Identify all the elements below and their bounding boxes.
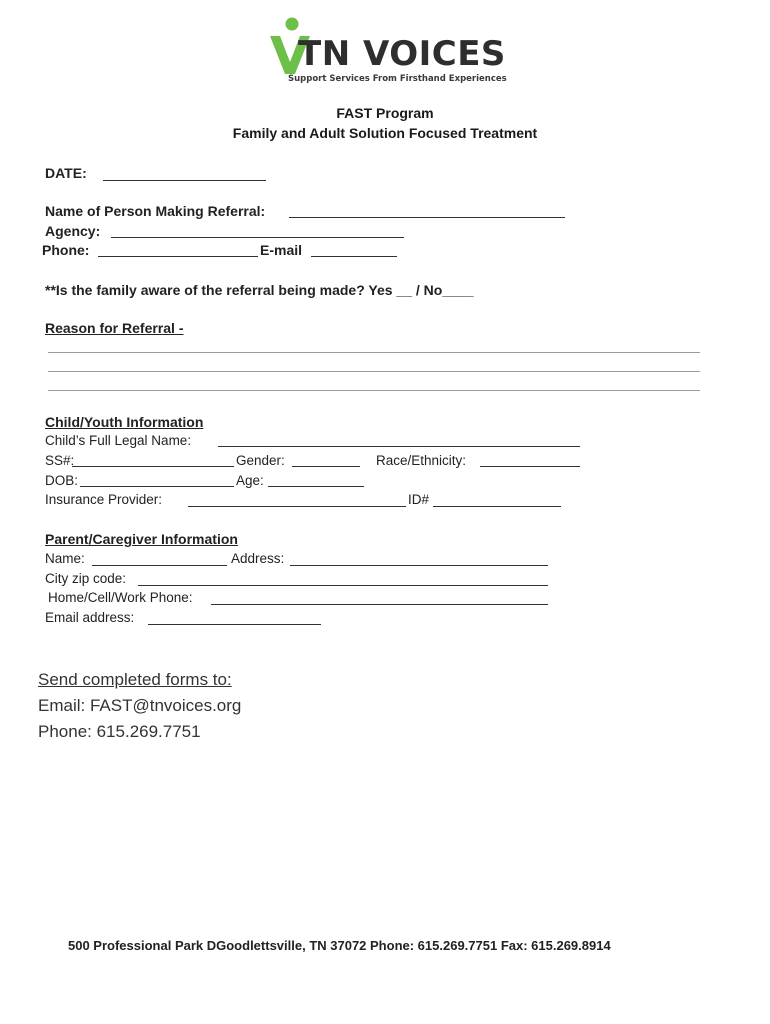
insurance-label: Insurance Provider:: [45, 492, 163, 507]
child-legal-name-label: Child’s Full Legal Name:: [45, 433, 192, 448]
form-subtitle: Family and Adult Solution Focused Treatment: [232, 125, 538, 141]
parent-email-field[interactable]: [148, 624, 321, 625]
tn-voices-logo: [268, 16, 508, 88]
race-label: Race/Ethnicity:: [376, 453, 467, 468]
parent-name-label: Name:: [45, 551, 85, 566]
reason-heading: Reason for Referral -: [45, 320, 184, 336]
email-field[interactable]: [311, 256, 397, 257]
date-label: DATE:: [45, 165, 87, 181]
family-aware-question: **Is the family aware of the referral being made? Yes __ / No____: [45, 282, 474, 298]
agency-label: Agency:: [45, 223, 101, 239]
age-field[interactable]: [268, 486, 364, 487]
ssn-field[interactable]: [72, 466, 234, 467]
phones-label: Home/Cell/Work Phone:: [48, 590, 193, 605]
dob-label: DOB:: [45, 473, 79, 488]
email-label: E-mail: [260, 242, 303, 258]
child-legal-name-field[interactable]: [218, 446, 580, 447]
send-phone: Phone: 615.269.7751: [38, 722, 201, 741]
child-heading: Child/Youth Information: [45, 414, 204, 430]
parent-heading: Parent/Caregiver Information: [45, 531, 238, 547]
phones-field[interactable]: [211, 604, 548, 605]
reason-line-2[interactable]: [48, 371, 700, 372]
gender-field[interactable]: [292, 466, 360, 467]
id-field[interactable]: [433, 506, 561, 507]
city-zip-label: City zip code:: [45, 571, 127, 586]
referrer-field[interactable]: [289, 217, 565, 218]
reason-line-1[interactable]: [48, 352, 700, 353]
insurance-field[interactable]: [188, 506, 406, 507]
logo-tagline: Support Services From Firsthand Experiences: [288, 74, 507, 84]
send-heading: Send completed forms to:: [38, 670, 232, 689]
parent-address-field[interactable]: [290, 565, 548, 566]
gender-label: Gender:: [236, 453, 285, 468]
parent-email-label: Email address:: [45, 610, 135, 625]
send-email: Email: FAST@tnvoices.org: [38, 696, 242, 715]
age-label: Age:: [236, 473, 264, 488]
date-field[interactable]: [103, 180, 266, 181]
reason-line-3[interactable]: [48, 390, 700, 391]
parent-address-label: Address:: [231, 551, 285, 566]
agency-field[interactable]: [111, 237, 404, 238]
logo-brand: TN VOICES: [298, 34, 506, 74]
form-title: FAST Program: [336, 105, 434, 121]
id-label: ID#: [408, 492, 430, 507]
referrer-label: Name of Person Making Referral:: [45, 203, 266, 219]
city-zip-field[interactable]: [138, 585, 548, 586]
phone-field[interactable]: [98, 256, 258, 257]
parent-name-field[interactable]: [92, 565, 227, 566]
footer-address: 500 Professional Park DGoodlettsville, TN 37072 Phone: 615.269.7751 Fax: 615.269.8914: [68, 938, 611, 953]
ssn-label: SS#:: [45, 453, 75, 468]
dob-field[interactable]: [80, 486, 234, 487]
phone-label: Phone:: [42, 242, 90, 258]
race-field[interactable]: [480, 466, 580, 467]
